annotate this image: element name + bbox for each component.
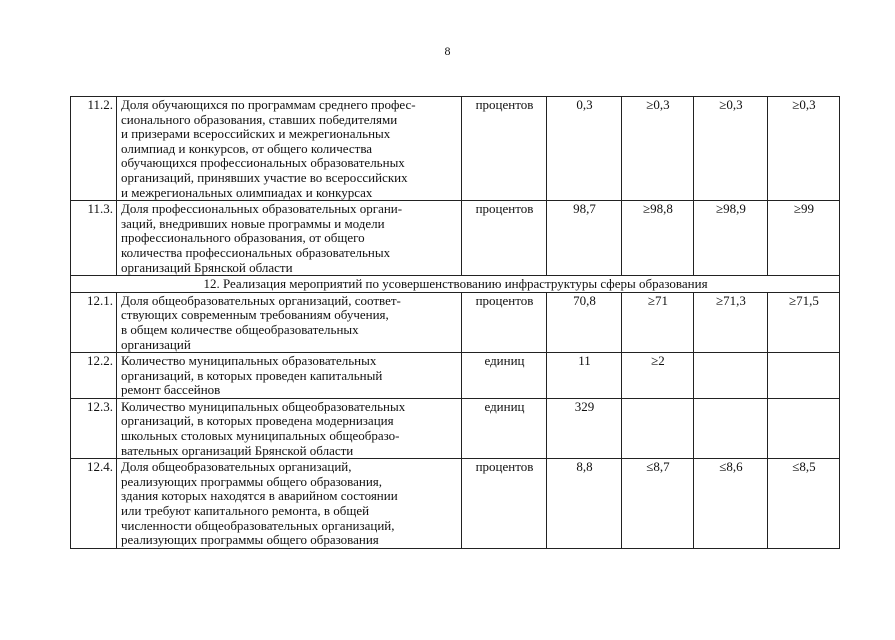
- row-number: 12.1.: [71, 292, 117, 352]
- table-row: [71, 353, 840, 399]
- indicator-name-line: обучающихся профессиональных образовательных: [121, 155, 405, 171]
- indicator-name-line: вательных организаций Брянской области: [121, 442, 354, 458]
- indicator-name-line: Количество муниципальных общеобразовательных: [121, 398, 406, 414]
- indicator-name-line: или требуют капитального ремонта, в общей: [121, 503, 370, 519]
- section-title: 12. Реализация мероприятий по усовершенствованию инфраструктуры сферы образования: [71, 276, 840, 293]
- indicator-name-line: Доля общеобразовательных организаций, соответ-: [121, 292, 401, 308]
- unit-cell: процентов: [462, 97, 547, 201]
- value-cell: 70,8: [547, 292, 622, 352]
- value-cell: 0,3: [547, 97, 622, 201]
- indicator-name-line: здания которых находятся в аварийном состоянии: [121, 488, 398, 504]
- indicator-name-line: организаций, в которых проведен капитальный: [121, 367, 383, 383]
- value-cell: [694, 398, 768, 458]
- indicator-name-line: реализующих программы общего образования,: [121, 473, 383, 489]
- table-row: [71, 201, 840, 276]
- value-cell: [768, 398, 840, 458]
- table-row: [71, 292, 840, 352]
- unit-cell: процентов: [462, 292, 547, 352]
- indicator-name-line: в общем количестве общеобразовательных: [121, 321, 359, 337]
- row-number: 12.4.: [71, 459, 117, 549]
- unit-cell: процентов: [462, 201, 547, 276]
- value-cell: [622, 398, 694, 458]
- value-cell: [694, 353, 768, 399]
- table-row: [71, 459, 840, 549]
- row-number: 12.3.: [71, 398, 117, 458]
- value-cell: 8,8: [547, 459, 622, 549]
- indicator-name-line: организаций, принявших участие во всероссийских: [121, 169, 408, 185]
- row-number: 11.2.: [71, 97, 117, 201]
- indicator-name-line: заций, внедривших новые программы и модели: [121, 215, 385, 231]
- indicator-name-line: Количество муниципальных образовательных: [121, 353, 377, 369]
- indicator-name-line: организаций, в которых проведена модернизация: [121, 413, 394, 429]
- value-cell: ≥71: [622, 292, 694, 352]
- value-cell: [768, 353, 840, 399]
- indicator-name-line: Доля обучающихся по программам среднего профес-: [121, 97, 416, 112]
- unit-cell: единиц: [462, 353, 547, 399]
- page-number: 8: [444, 44, 451, 58]
- indicator-name-line: численности общеобразовательных организаций,: [121, 517, 395, 533]
- indicator-name: [117, 97, 462, 201]
- value-cell: ≥0,3: [694, 97, 768, 201]
- value-cell: 329: [547, 398, 622, 458]
- indicator-name-line: организаций Брянской области: [121, 259, 293, 275]
- indicator-name: [117, 201, 462, 276]
- value-cell: ≥71,3: [694, 292, 768, 352]
- indicator-name-line: количества профессиональных образовательных: [121, 244, 391, 260]
- value-cell: ≤8,7: [622, 459, 694, 549]
- value-cell: ≥0,3: [768, 97, 840, 201]
- value-cell: ≥2: [622, 353, 694, 399]
- value-cell: ≥98,9: [694, 201, 768, 276]
- indicator-name-line: и призерами всероссийских и межрегиональных: [121, 126, 391, 142]
- indicator-name-line: олимпиад и конкурсов, от общего количества: [121, 140, 373, 156]
- value-cell: ≥71,5: [768, 292, 840, 352]
- indicator-name: [117, 353, 462, 399]
- value-cell: 11: [547, 353, 622, 399]
- unit-cell: процентов: [462, 459, 547, 549]
- indicator-name-line: ремонт бассейнов: [121, 382, 221, 398]
- table-row: [71, 97, 840, 201]
- indicator-name-line: профессионального образования, от общего: [121, 230, 365, 246]
- value-cell: ≥0,3: [622, 97, 694, 201]
- indicator-name-line: Доля общеобразовательных организаций,: [121, 459, 352, 475]
- indicator-name: [117, 459, 462, 549]
- value-cell: ≥98,8: [622, 201, 694, 276]
- indicator-name-line: школьных столовых муниципальных общеобразо-: [121, 428, 400, 444]
- section-header-row: [71, 276, 840, 293]
- value-cell: ≥99: [768, 201, 840, 276]
- indicator-name-line: сионального образования, ставших победителями: [121, 111, 398, 127]
- indicator-name-line: Доля профессиональных образовательных органи-: [121, 201, 403, 217]
- indicator-name-line: ствующих современным требованиям обучения,: [121, 307, 389, 323]
- table-body: [71, 97, 840, 549]
- table-row: [71, 398, 840, 458]
- indicator-name-line: и межрегиональных олимпиадах и конкурсах: [121, 184, 373, 200]
- indicator-name: [117, 398, 462, 458]
- row-number: 12.2.: [71, 353, 117, 399]
- indicator-name-line: организаций: [121, 336, 191, 352]
- indicators-table: [70, 96, 840, 549]
- value-cell: ≤8,6: [694, 459, 768, 549]
- unit-cell: единиц: [462, 398, 547, 458]
- value-cell: 98,7: [547, 201, 622, 276]
- indicator-name-line: реализующих программы общего образования: [121, 532, 379, 548]
- value-cell: ≤8,5: [768, 459, 840, 549]
- row-number: 11.3.: [71, 201, 117, 276]
- indicator-name: [117, 292, 462, 352]
